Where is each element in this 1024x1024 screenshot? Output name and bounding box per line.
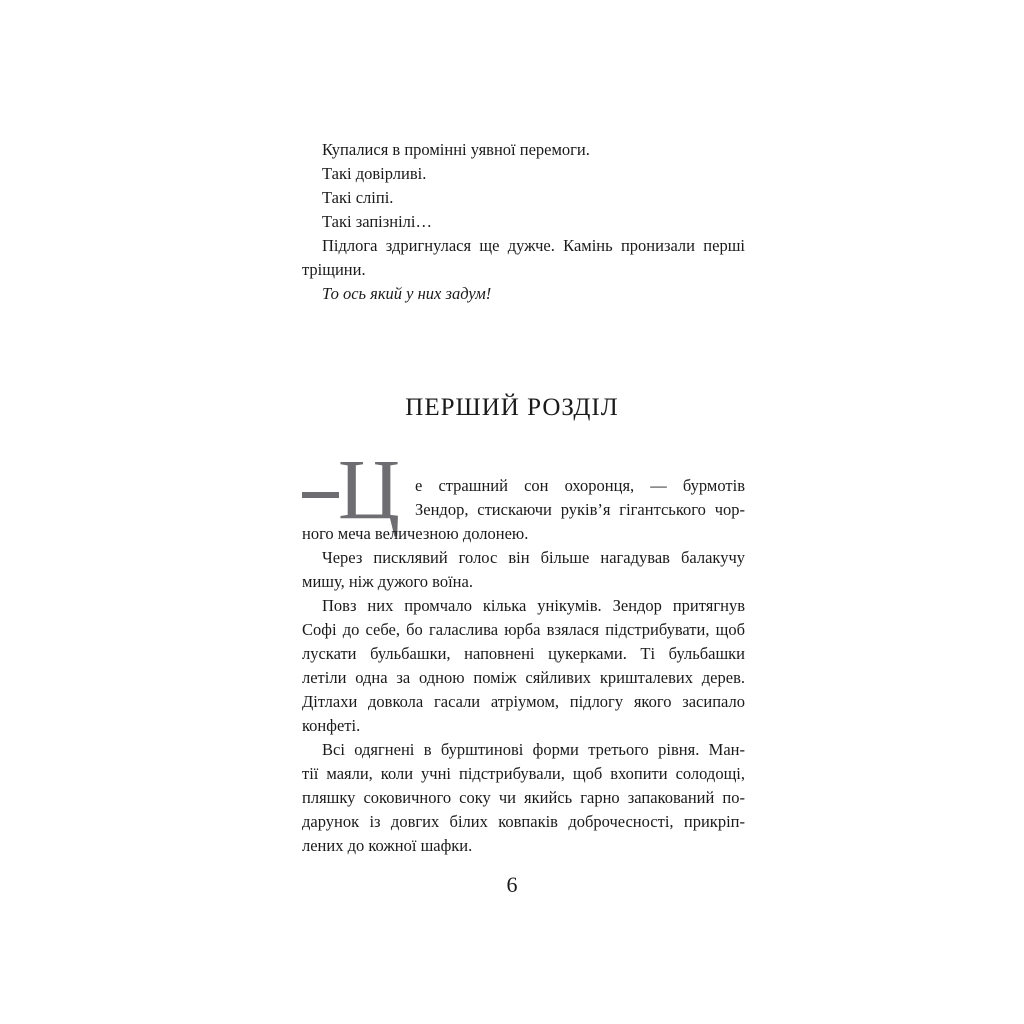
italic-text-line: То ось який у них задум!: [322, 284, 492, 303]
paragraph: [302, 546, 745, 594]
text-line: тріщини.: [302, 260, 366, 279]
text-line: мишу, ніж дужого воїна.: [302, 572, 473, 591]
text-line: е страшний сон охоронця, — бурмотів: [415, 476, 745, 495]
text-line: Підлога здригнулася ще дужче. Камінь пронизали перші: [322, 236, 745, 255]
text-line: Через писклявий голос він більше нагадував балакучу: [322, 548, 745, 567]
paragraph: [302, 474, 745, 546]
text-line: Такі сліпі.: [322, 188, 394, 207]
text-line: Такі довірливі.: [322, 164, 427, 183]
text-line: лускати бульбашки, наповнені цукерками. Ті бульбашки: [302, 644, 745, 663]
text-line: ного меча величезною долонею.: [302, 524, 529, 543]
text-line: Повз них промчало кілька унікумів. Зендор притягнув: [322, 596, 745, 615]
text-line: Купалися в промінні уявної перемоги.: [322, 140, 590, 159]
chapter-body: [302, 474, 745, 858]
paragraph: [302, 594, 745, 738]
page-number: 6: [506, 872, 518, 897]
text-line: Зендор, стискаючи руків’я гігантського чор-: [415, 500, 745, 519]
text-line: летіли одна за одною поміж сяйливих кришталевих дерев.: [302, 668, 745, 687]
paragraph: [302, 738, 745, 858]
chapter-title: ПЕРШИЙ РОЗДІЛ: [405, 394, 619, 421]
text-line: Дітлахи довкола гасали атріумом, підлогу якого засипало: [302, 692, 745, 711]
text-line: пляшку соковичного соку чи якийсь гарно запакований по-: [302, 788, 745, 807]
text-line: лених до кожної шафки.: [302, 836, 473, 855]
text-line: Софі до себе, бо галаслива юрба взялася підстрибувати, щоб: [302, 620, 745, 639]
text-line: конфеті.: [302, 716, 361, 735]
text-line: тії маяли, коли учні підстрибували, щоб вхопити солодощі,: [302, 764, 745, 783]
text-line: дарунок із довгих білих ковпаків доброчесності, прикріп-: [302, 812, 745, 831]
dropcap-letter: Ц: [338, 441, 401, 537]
intro-text: [302, 138, 745, 306]
text-line: Всі одягнені в бурштинові форми третього рівня. Ман-: [322, 740, 745, 759]
text-line: Такі запізнілі…: [322, 212, 433, 231]
